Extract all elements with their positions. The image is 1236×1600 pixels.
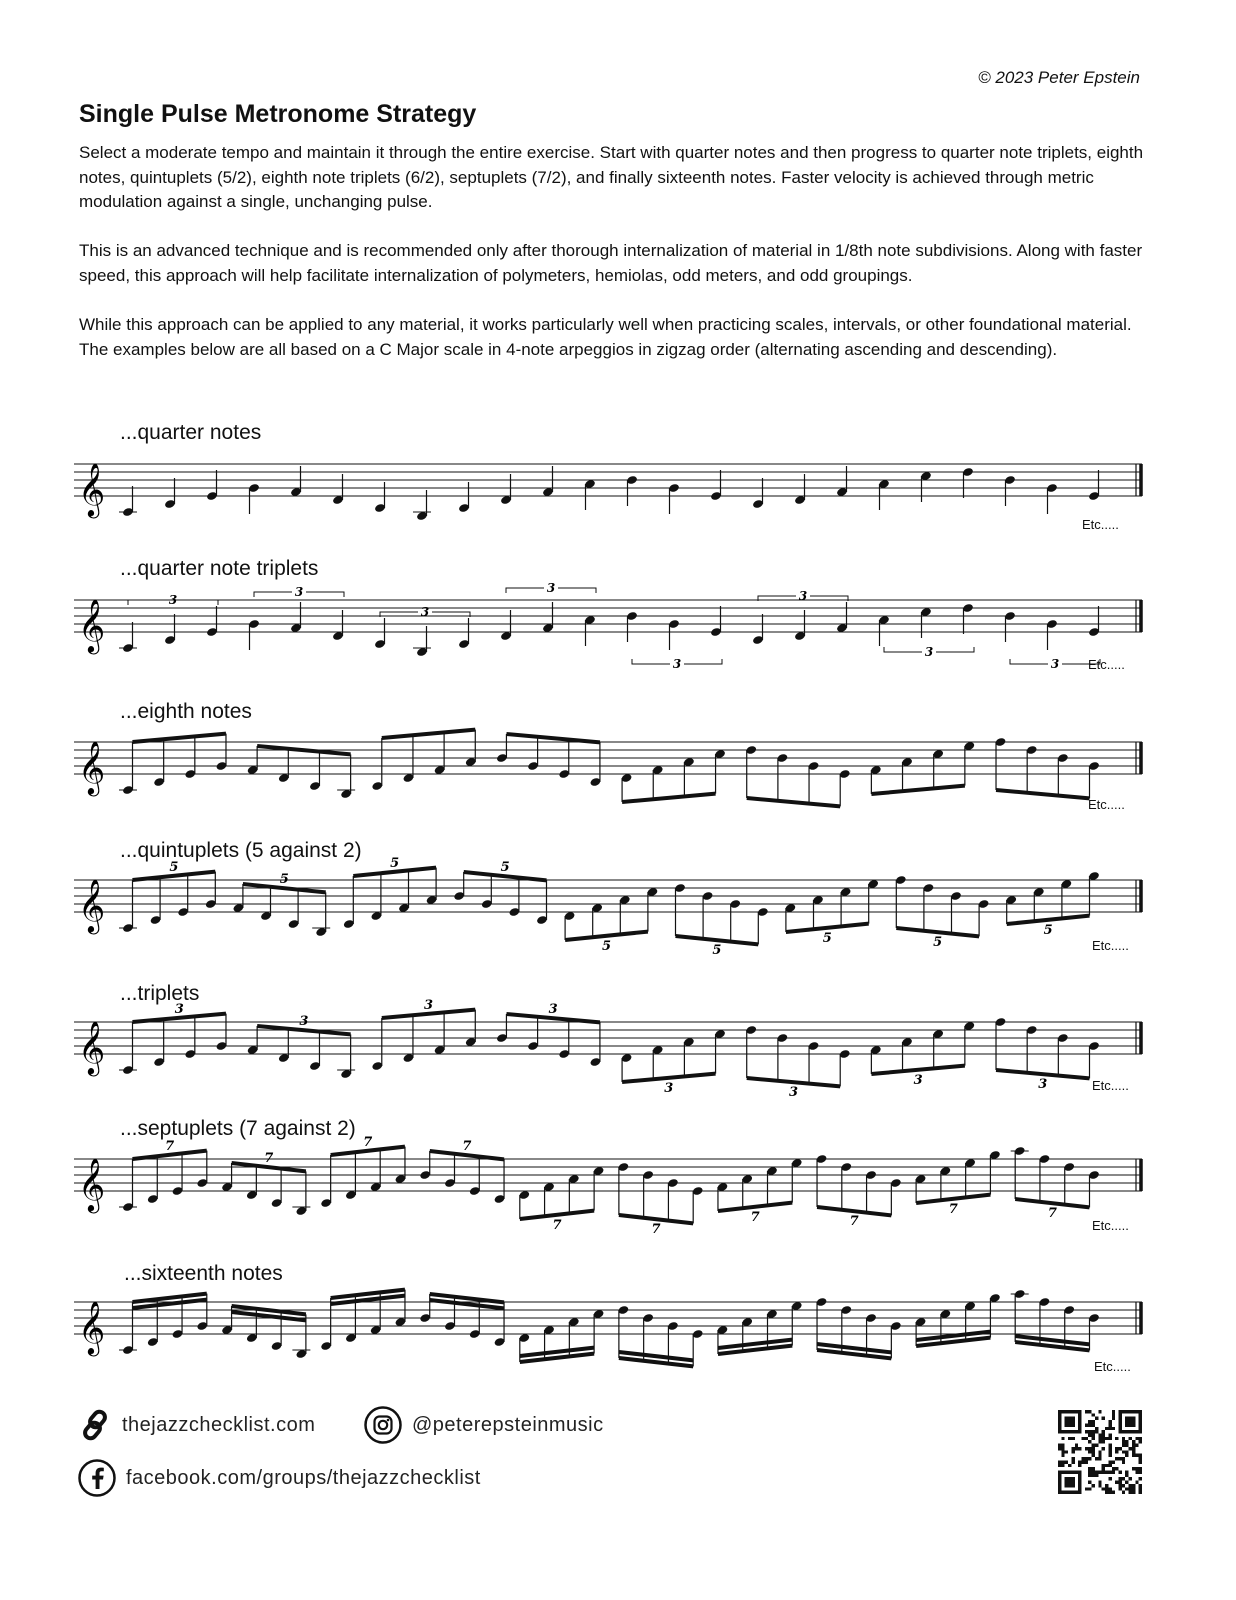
etc-septuplets: Etc..... (1092, 1218, 1129, 1233)
website-text[interactable]: thejazzchecklist.com (122, 1413, 316, 1436)
svg-text:7: 7 (1047, 1206, 1057, 1222)
treble-clef: 𝄞 (78, 1157, 106, 1211)
etc-quintuplets: Etc..... (1092, 938, 1129, 953)
staff-quintuplets (70, 855, 1150, 959)
staff-triplets (70, 997, 1150, 1101)
intro-paragraph: Select a moderate tempo and maintain it through the entire exercise. Start with quarter notes and then progress to quarter note triplets, eighth notes, quintuplets (5/2), eighth note triplets (6/2), septuplets (7/2), and finally sixteenth notes. Faster velocity is achieved through metric modulation against a single, unchanging pulse. (79, 143, 1144, 211)
etc-sixteenth-notes: Etc..... (1094, 1359, 1131, 1374)
svg-text:5: 5 (933, 935, 943, 951)
example-label-quintuplets: ...quintuplets (5 against 2) (120, 839, 362, 862)
svg-text:3: 3 (664, 1080, 674, 1096)
svg-text:3: 3 (299, 1014, 309, 1030)
treble-clef: 𝄞 (78, 1020, 106, 1074)
etc-eighth-notes: Etc..... (1088, 797, 1125, 812)
advanced-paragraph: This is an advanced technique and is recommended only after thorough internalization of material in 1/8th note subdivisions. Along with faster speed, this approach will help facilitate internalization of polymeters, hemiolas, odd meters, and odd groupings. (79, 241, 1143, 285)
treble-clef: 𝄞 (78, 1300, 106, 1354)
application-paragraph: While this approach can be applied to any material, it works particularly well when practicing scales, intervals, or other foundational material. The examples below are all based on a C Major scale in 4-note arpeggios in zigzag order (alternating ascending and descending). (79, 315, 1132, 359)
svg-text:3: 3 (913, 1072, 923, 1088)
page-title: Single Pulse Metronome Strategy (79, 100, 477, 128)
svg-text:3: 3 (1050, 657, 1060, 671)
svg-text:7: 7 (651, 1222, 661, 1238)
treble-clef: 𝄞 (78, 598, 106, 652)
svg-text:3: 3 (798, 589, 808, 603)
instagram-icon (364, 1406, 402, 1444)
svg-text:3: 3 (294, 585, 304, 599)
example-label-quarter-notes: ...quarter notes (120, 421, 262, 444)
svg-text:7: 7 (462, 1139, 472, 1155)
svg-text:5: 5 (169, 859, 179, 875)
svg-text:3: 3 (424, 997, 434, 1013)
example-label-quarter-note-triplets: ...quarter note triplets (120, 557, 319, 580)
svg-text:7: 7 (165, 1138, 175, 1154)
svg-text:3: 3 (672, 657, 682, 671)
treble-clef: 𝄞 (78, 462, 106, 516)
svg-text:7: 7 (849, 1214, 859, 1230)
staff-septuplets (70, 1134, 1150, 1238)
svg-text:5: 5 (279, 872, 289, 888)
staff-sixteenth-notes (70, 1290, 1150, 1366)
svg-text:5: 5 (390, 855, 400, 871)
svg-text:3: 3 (924, 645, 934, 659)
link-icon (78, 1408, 112, 1442)
svg-text:3: 3 (1038, 1077, 1048, 1093)
facebook-text[interactable]: facebook.com/groups/thejazzchecklist (126, 1466, 481, 1489)
etc-triplets: Etc..... (1092, 1078, 1129, 1093)
svg-text:5: 5 (712, 943, 722, 959)
svg-text:5: 5 (601, 938, 612, 954)
etc-quarter-note-triplets: Etc..... (1088, 657, 1125, 672)
copyright-notice: © 2023 Peter Epstein (978, 68, 1140, 87)
qr-code[interactable] (1058, 1410, 1142, 1494)
footer-instagram-link[interactable] (364, 1406, 604, 1444)
staff-eighth-notes (70, 730, 1150, 806)
example-label-triplets: ...triplets (120, 982, 200, 1005)
svg-text:7: 7 (363, 1134, 373, 1150)
staff-quarter-notes (70, 452, 1150, 528)
treble-clef: 𝄞 (78, 740, 106, 794)
svg-text:3: 3 (420, 605, 430, 619)
example-label-sixteenth-notes: ...sixteenth notes (124, 1262, 283, 1285)
svg-text:5: 5 (500, 860, 510, 876)
example-label-eighth-notes: ...eighth notes (120, 700, 252, 723)
svg-text:7: 7 (552, 1217, 562, 1233)
etc-quarter-notes: Etc..... (1082, 517, 1119, 532)
treble-clef: 𝄞 (78, 878, 106, 932)
facebook-icon (78, 1459, 116, 1497)
footer-facebook-link[interactable] (78, 1459, 481, 1497)
svg-text:5: 5 (822, 930, 832, 946)
svg-text:7: 7 (750, 1209, 760, 1225)
instagram-text[interactable]: @peterepsteinmusic (412, 1413, 604, 1436)
svg-text:3: 3 (546, 581, 556, 595)
svg-text:7: 7 (948, 1201, 958, 1217)
svg-text:3: 3 (168, 593, 178, 607)
example-label-septuplets: ...septuplets (7 against 2) (120, 1117, 356, 1140)
svg-text:3: 3 (548, 1002, 558, 1018)
svg-text:5: 5 (1043, 922, 1053, 938)
svg-text:3: 3 (788, 1085, 798, 1101)
svg-text:3: 3 (174, 1001, 184, 1017)
svg-text:7: 7 (264, 1151, 274, 1167)
footer-website-link[interactable] (78, 1408, 315, 1442)
